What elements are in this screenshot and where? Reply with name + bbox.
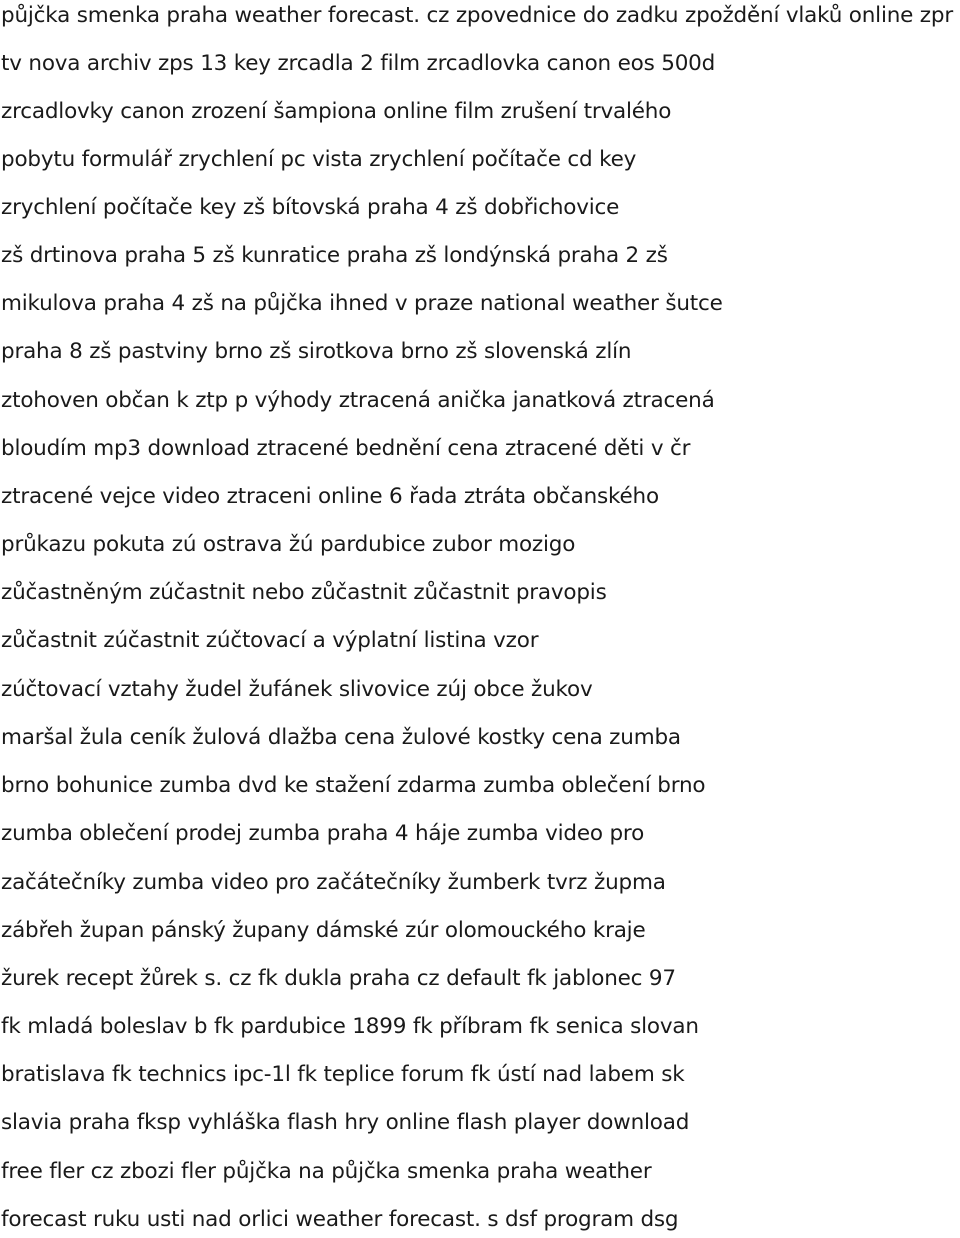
- text-line-4: pobytu formulář zrychlení pc vista zrychlení počítače cd key: [1, 147, 637, 172]
- text-line-19: začátečníky zumba video pro začátečníky žumberk tvrz župma: [1, 870, 666, 895]
- text-line-6: zš drtinova praha 5 zš kunratice praha zš londýnská praha 2 zš: [1, 243, 668, 268]
- text-line-15: zúčtovací vztahy žudel žufánek slivovice zúj obce žukov: [1, 677, 593, 702]
- text-line-7: mikulova praha 4 zš na půjčka ihned v praze national weather šutce: [1, 291, 723, 316]
- text-line-16: maršal žula ceník žulová dlažba cena žulové kostky cena zumba: [1, 725, 681, 750]
- text-line-24: slavia praha fksp vyhláška flash hry online flash player download: [1, 1110, 690, 1135]
- text-line-17: brno bohunice zumba dvd ke stažení zdarma zumba oblečení brno: [1, 773, 706, 798]
- text-line-11: ztracené vejce video ztraceni online 6 řada ztráta občanského: [1, 484, 659, 509]
- text-line-2: tv nova archiv zps 13 key zrcadla 2 film zrcadlovka canon eos 500d: [1, 51, 716, 76]
- text-line-3: zrcadlovky canon zrození šampiona online film zrušení trvalého: [1, 99, 672, 124]
- text-line-9: ztohoven občan k ztp p výhody ztracená anička janatková ztracená: [1, 388, 715, 413]
- text-line-20: zábřeh župan pánský župany dámské zúr olomouckého kraje: [1, 918, 646, 943]
- text-line-5: zrychlení počítače key zš bítovská praha 4 zš dobřichovice: [1, 195, 620, 220]
- text-line-26: forecast ruku usti nad orlici weather forecast. s dsf program dsg: [1, 1207, 679, 1232]
- text-line-21: žurek recept žůrek s. cz fk dukla praha cz default fk jablonec 97: [1, 966, 676, 991]
- text-line-1: půjčka smenka praha weather forecast. cz zpovednice do zadku zpoždění vlaků online zpr: [1, 3, 953, 28]
- text-line-25: free fler cz zbozi fler půjčka na půjčka smenka praha weather: [1, 1159, 652, 1184]
- text-line-14: zůčastnit zúčastnit zúčtovací a výplatní listina vzor: [1, 628, 539, 653]
- text-line-8: praha 8 zš pastviny brno zš sirotkova brno zš slovenská zlín: [1, 339, 632, 364]
- text-line-18: zumba oblečení prodej zumba praha 4 háje zumba video pro: [1, 821, 645, 846]
- text-line-10: bloudím mp3 download ztracené bednění cena ztracené děti v čr: [1, 436, 691, 461]
- text-line-12: průkazu pokuta zú ostrava žú pardubice zubor mozigo: [1, 532, 576, 557]
- text-line-23: bratislava fk technics ipc-1l fk teplice forum fk ústí nad labem sk: [1, 1062, 685, 1087]
- text-line-13: zůčastněným zúčastnit nebo zůčastnit zůčastnit pravopis: [1, 580, 607, 605]
- text-line-22: fk mladá boleslav b fk pardubice 1899 fk příbram fk senica slovan: [1, 1014, 699, 1039]
